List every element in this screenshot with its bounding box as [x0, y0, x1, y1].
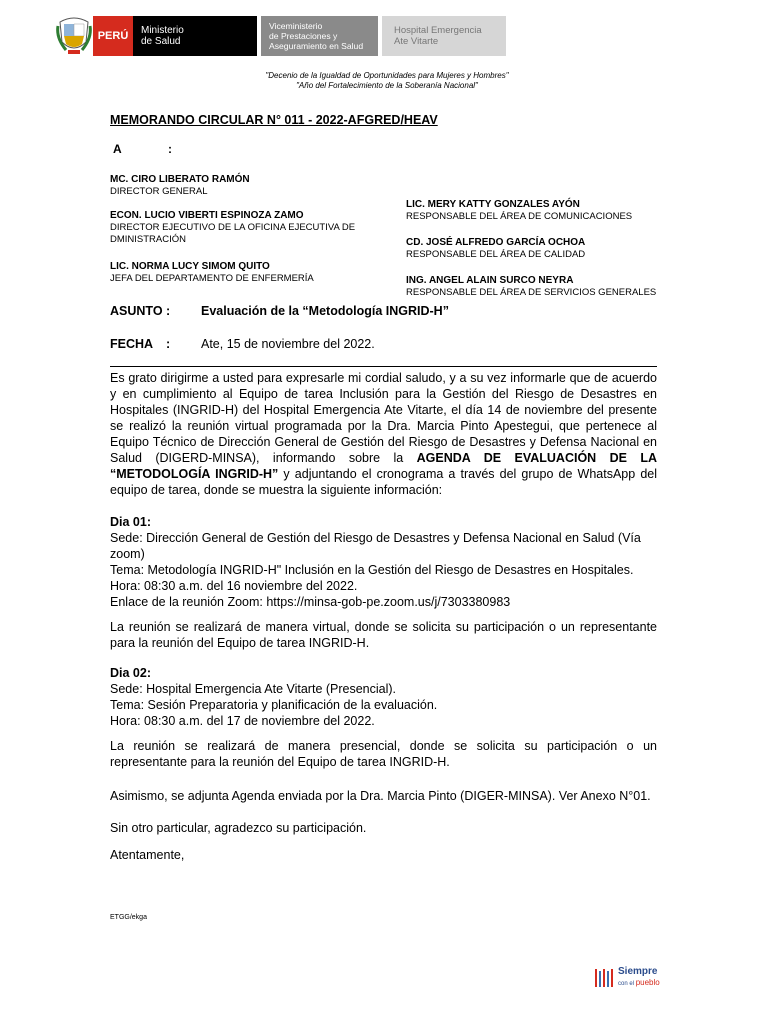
ministerio-salud-logo: Ministerio de Salud — [133, 16, 257, 56]
dia2-hora: Hora: 08:30 a.m. del 17 de noviembre del 2022. — [110, 714, 375, 728]
dia2-title: Dia 02: — [110, 666, 151, 680]
recipient-role-cont: DMINISTRACIÓN — [110, 234, 186, 245]
peru-logo: PERÚ — [93, 16, 133, 56]
recipient-name: LIC. NORMA LUCY SIMOM QUITO — [110, 261, 270, 272]
recipient-role: RESPONSABLE DEL ÁREA DE SERVICIOS GENERALES — [406, 287, 657, 298]
fecha-colon: : — [166, 337, 171, 351]
divider — [110, 366, 657, 367]
initials: ETGG/ekga — [110, 914, 147, 921]
dia1-sede: Sede: Dirección General de Gestión del Riesgo de Desastres y Defensa Nacional en Salud (Vía zoom) — [110, 531, 641, 561]
recipient-role: DIRECTOR GENERAL — [110, 186, 208, 197]
intro-paragraph: Es grato dirigirme a usted para expresarle mi cordial saludo, y a su vez informarle que de acuerdo y en cumplimiento al Equipo de tarea Inclusión para la Gestión del Riesgo de Desastres en Hospitales (INGRID-H) del Hospital Emergencia Ate Vitarte, el día 14 de noviembre del presente se realizó la reunión virtual programada por la Dra. Marcia Pinto Apestegui, que pertenece al Equipo Técnico de Dirección General de Gestión del Riesgo de Desastres y Defensa Nacional en Salud (DIGERD-MINSA), informando sobre la AGENDA DE EVALUACIÓN DE LA “METODOLOGÍA INGRID-H” y adjuntando el cronograma a través del grupo de WhatsApp del equipo de tarea, donde se muestra la siguiente información: — [110, 371, 658, 497]
memo-title: MEMORANDO CIRCULAR N° 011 - 2022-AFGRED/HEAV — [110, 113, 438, 127]
dia1-enlace: Enlace de la reunión Zoom: https://minsa-gob-pe.zoom.us/j/7303380983 — [110, 595, 511, 609]
dia1-tema: Tema: Metodología INGRID-H" Inclusión en la Gestión del Riesgo de Desastres en Hospitales. — [110, 563, 634, 577]
recipient-role: DIRECTOR EJECUTIVO DE LA OFICINA EJECUTIVA DE — [110, 222, 356, 233]
asunto-colon: : — [166, 304, 171, 318]
a-label: A — [113, 142, 122, 156]
recipient-name: LIC. MERY KATTY GONZALES AYÓN — [406, 199, 580, 210]
dia2-sede: Sede: Hospital Emergencia Ate Vitarte (Presencial). — [110, 682, 397, 696]
fecha-value: Ate, 15 de noviembre del 2022. — [201, 337, 375, 351]
siempre-con-el-pueblo-logo: Siempre con el pueblo — [594, 966, 664, 990]
decenio-motto: "Decenio de la Igualdad de Oportunidades para Mujeres y Hombres" "Año del Fortalecimiento de la Soberanía Nacional" — [265, 71, 509, 90]
fecha-label: FECHA — [110, 337, 154, 351]
recipient-name: CD. JOSÉ ALFREDO GARCÍA OCHOA — [406, 237, 586, 248]
recipient-name: MC. CIRO LIBERATO RAMÓN — [110, 174, 250, 185]
asimismo-paragraph: Asimismo, se adjunta Agenda enviada por la Dra. Marcia Pinto (DIGER-MINSA). Ver Anexo N°01. — [110, 789, 651, 803]
asunto-value: Evaluación de la “Metodología INGRID-H” — [201, 304, 449, 318]
recipient-left-3 — [110, 261, 370, 285]
recipient-left-2 — [110, 210, 370, 246]
viceministerio-logo: Viceministerio de Prestaciones y Aseguramiento en Salud — [261, 16, 378, 56]
stripes-icon — [594, 968, 614, 988]
recipient-left-1 — [110, 174, 370, 198]
dia1-hora: Hora: 08:30 a.m. del 16 noviembre del 2022. — [110, 579, 358, 593]
hospital-logo: Hospital Emergencia Ate Vitarte — [382, 16, 506, 56]
recipient-right-3 — [406, 275, 666, 299]
recipient-role: RESPONSABLE DEL ÁREA DE COMUNICACIONES — [406, 211, 633, 222]
peru-coat-of-arms-icon — [56, 16, 92, 56]
closing-line: Sin otro particular, agradezco su participación. — [110, 821, 367, 835]
dia1-note: La reunión se realizará de manera virtual, donde se solicita su participación o un representante para la reunión del Equipo de tarea INGRID-H. — [110, 620, 657, 650]
recipient-name: ING. ANGEL ALAIN SURCO NEYRA — [406, 275, 574, 286]
dia1-title: Dia 01: — [110, 515, 151, 529]
recipient-role: JEFA DEL DEPARTAMENTO DE ENFERMERÍA — [110, 273, 314, 284]
dia2-tema: Tema: Sesión Preparatoria y planificación de la evaluación. — [110, 698, 438, 712]
asunto-label: ASUNTO — [110, 304, 163, 318]
recipient-name: ECON. LUCIO VIBERTI ESPINOZA ZAMO — [110, 210, 304, 221]
atentamente: Atentamente, — [110, 848, 185, 862]
agenda-emphasis: AGENDA DE EVALUACIÓN DE LA “METODOLOGÍA INGRID-H” — [110, 451, 658, 481]
recipient-right-2 — [406, 237, 666, 261]
recipient-role: RESPONSABLE DEL ÁREA DE CALIDAD — [406, 249, 586, 260]
dia2-note: La reunión se realizará de manera presencial, donde se solicita su participación o un representante para la reunión del Equipo de tarea INGRID-H. — [110, 739, 657, 769]
a-colon: : — [168, 142, 172, 156]
recipient-right-1 — [406, 199, 666, 223]
